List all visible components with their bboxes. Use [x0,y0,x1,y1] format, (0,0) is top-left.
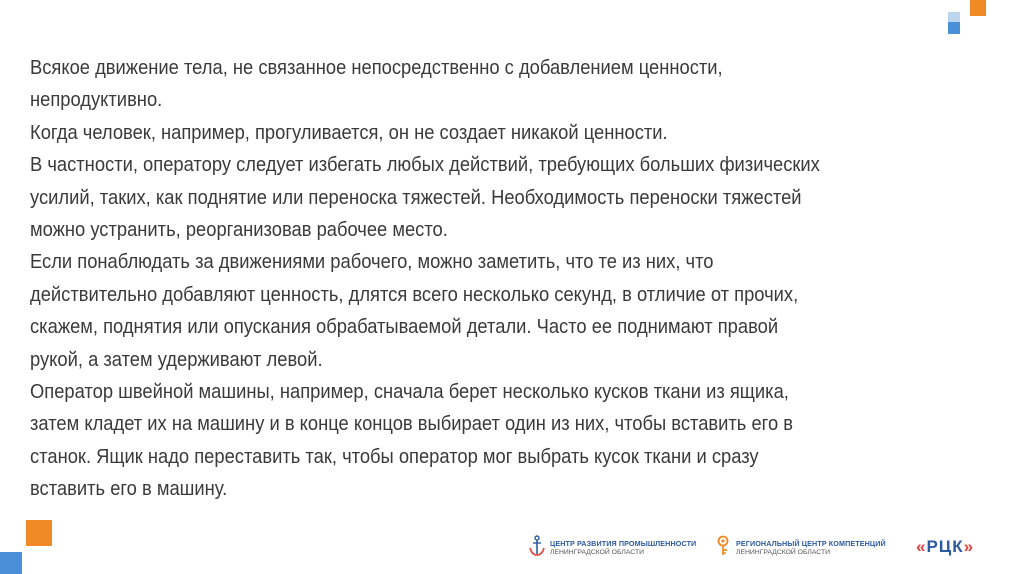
text-line: затем кладет их на машину и в конце концов выбирает один из них, чтобы вставить его в [30,413,794,436]
corner-square-top-orange [970,0,986,16]
text-line: Если понаблюдать за движениями рабочего, можно заметить, что те из них, что [30,251,714,274]
text-line: Всякое движение тела, не связанное непосредственно с добавлением ценности, [30,57,723,79]
text-line: усилий, таких, как поднятие или переноска тяжестей. Необходимость переноски тяжестей [30,186,802,209]
logo1-line2: ЛЕНИНГРАДСКОЙ ОБЛАСТИ [550,549,644,556]
logo2-line1: РЕГИОНАЛЬНЫЙ ЦЕНТР КОМПЕТЕНЦИЙ [736,539,886,548]
text-line: рукой, а затем удерживают левой. [30,348,323,371]
text-line: Когда человек, например, прогуливается, он не создает никакой ценности. [30,121,668,144]
logo-rck [916,534,974,560]
logo1-line1: ЦЕНТР РАЗВИТИЯ ПРОМЫШЛЕННОСТИ [550,539,697,548]
text-line: непродуктивно. [30,89,163,112]
logo-regional-competence-center [714,534,886,562]
text-line: можно устранить, реорганизовав рабочее место. [30,219,448,242]
logo2-line2: ЛЕНИНГРАДСКОЙ ОБЛАСТИ [736,549,830,556]
logo-industry-development-center [528,534,696,562]
gear-key-icon [714,535,732,562]
text-line: скажем, поднятия или опускания обрабатываемой детали. Часто ее поднимают правой [30,316,779,339]
text-line: станок. Ящик надо переставить так, чтобы оператор мог выбрать кусок ткани и сразу [30,445,759,468]
corner-square-bottom-orange [26,520,52,546]
rck-wordmark: «РЦК» [916,537,975,556]
text-line: вставить его в машину. [30,478,228,501]
text-line: Оператор швейной машины, например, сначала берет несколько кусков ткани из ящика, [30,381,789,404]
text-line: действительно добавляют ценность, длятся всего несколько секунд, в отличие от прочих, [30,283,799,306]
anchor-icon [528,535,546,562]
corner-square-top-blue [948,22,960,34]
slide-body-text [30,52,984,506]
corner-square-bottom-blue [0,552,22,574]
text-line: В частности, оператору следует избегать любых действий, требующих больших физических [30,154,820,177]
